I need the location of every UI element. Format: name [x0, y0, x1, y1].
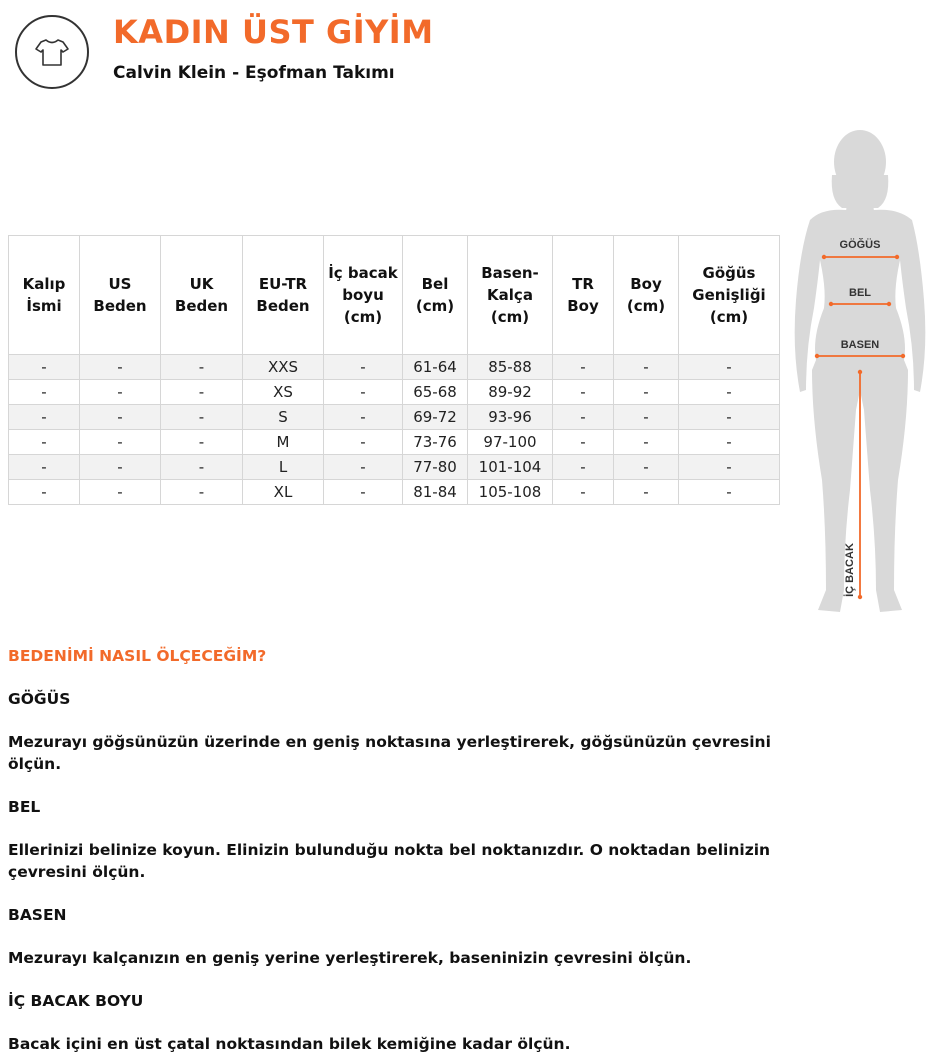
table-cell: 101-104	[468, 455, 553, 480]
table-cell: 77-80	[403, 455, 468, 480]
page-title: KADIN ÜST GİYİM	[113, 13, 434, 51]
table-cell: 97-100	[468, 430, 553, 455]
column-header: EU-TR Beden	[243, 236, 324, 355]
table-cell: 61-64	[403, 355, 468, 380]
table-cell: -	[9, 380, 80, 405]
table-header-row	[9, 236, 780, 355]
table-cell: -	[161, 355, 243, 380]
table-cell: -	[679, 455, 780, 480]
table-cell: 69-72	[403, 405, 468, 430]
section-heading-inseam: İÇ BACAK BOYU	[8, 992, 144, 1010]
table-row	[9, 455, 780, 480]
section-heading-hip: BASEN	[8, 906, 67, 924]
table-cell: -	[614, 455, 679, 480]
column-header: UK Beden	[161, 236, 243, 355]
table-cell: -	[161, 405, 243, 430]
table-row	[9, 405, 780, 430]
table-cell: 81-84	[403, 480, 468, 505]
table-cell: -	[80, 455, 161, 480]
table-cell: XL	[243, 480, 324, 505]
table-cell: -	[9, 455, 80, 480]
column-header: Boy (cm)	[614, 236, 679, 355]
section-text-hip: Mezurayı kalçanızın en geniş yerine yerleştirerek, baseninizin çevresini ölçün.	[8, 949, 692, 967]
table-cell: -	[161, 455, 243, 480]
table-cell: -	[324, 455, 403, 480]
waist-label: BEL	[849, 287, 871, 299]
table-cell: -	[679, 430, 780, 455]
table-cell: 105-108	[468, 480, 553, 505]
table-cell: L	[243, 455, 324, 480]
table-cell: -	[9, 405, 80, 430]
table-cell: -	[161, 380, 243, 405]
table-cell: -	[614, 405, 679, 430]
tshirt-icon	[15, 15, 89, 89]
table-cell: S	[243, 405, 324, 430]
table-row	[9, 480, 780, 505]
table-row	[9, 380, 780, 405]
chest-label: GÖĞÜS	[839, 239, 881, 251]
body-measurement-figure	[790, 120, 935, 625]
hip-label: BASEN	[840, 339, 880, 351]
table-cell: 85-88	[468, 355, 553, 380]
table-cell: -	[80, 405, 161, 430]
table-cell: -	[80, 380, 161, 405]
table-cell: -	[679, 480, 780, 505]
table-cell: XXS	[243, 355, 324, 380]
column-header: Basen-Kalça (cm)	[468, 236, 553, 355]
section-text-chest: Mezurayı göğsünüzün üzerinde en geniş noktasına yerleştirerek, göğsünüzün çevresini ölçün.	[8, 733, 771, 773]
table-cell: 89-92	[468, 380, 553, 405]
table-cell: 73-76	[403, 430, 468, 455]
table-cell: -	[614, 380, 679, 405]
table-cell: -	[614, 430, 679, 455]
inseam-measure-line	[858, 370, 862, 599]
table-cell: -	[614, 355, 679, 380]
column-header: Kalıp İsmi	[9, 236, 80, 355]
table-cell: -	[9, 430, 80, 455]
column-header: Göğüs Genişliği (cm)	[679, 236, 780, 355]
table-cell: -	[9, 480, 80, 505]
table-cell: -	[161, 480, 243, 505]
table-cell: -	[553, 480, 614, 505]
table-cell: -	[553, 455, 614, 480]
section-text-waist: Ellerinizi belinize koyun. Elinizin bulunduğu nokta bel noktanızdır. O noktadan belinizin çevresini ölçün.	[8, 841, 771, 881]
table-cell: -	[324, 380, 403, 405]
table-row	[9, 355, 780, 380]
inseam-label: İÇ BACAK	[844, 543, 856, 597]
column-header: Bel (cm)	[403, 236, 468, 355]
table-cell: XS	[243, 380, 324, 405]
table-cell: -	[614, 480, 679, 505]
table-cell: 93-96	[468, 405, 553, 430]
table-cell: 65-68	[403, 380, 468, 405]
table-cell: -	[553, 355, 614, 380]
table-cell: -	[161, 430, 243, 455]
table-cell: -	[9, 355, 80, 380]
table-cell: -	[679, 380, 780, 405]
table-cell: -	[324, 355, 403, 380]
size-table	[8, 235, 780, 505]
table-cell: -	[679, 355, 780, 380]
table-row	[9, 430, 780, 455]
table-cell: -	[553, 405, 614, 430]
measurement-guide	[8, 645, 808, 1055]
table-cell: -	[324, 480, 403, 505]
column-header: İç bacak boyu (cm)	[324, 236, 403, 355]
table-cell: -	[553, 430, 614, 455]
table-cell: -	[80, 430, 161, 455]
product-subtitle: Calvin Klein - Eşofman Takımı	[113, 63, 395, 83]
table-cell: -	[80, 355, 161, 380]
column-header: TR Boy	[553, 236, 614, 355]
section-text-inseam: Bacak içini en üst çatal noktasından bilek kemiğine kadar ölçün.	[8, 1035, 571, 1053]
section-heading-chest: GÖĞÜS	[8, 690, 71, 708]
table-cell: -	[80, 480, 161, 505]
table-cell: -	[553, 380, 614, 405]
section-heading-waist: BEL	[8, 798, 41, 816]
table-cell: M	[243, 430, 324, 455]
guide-question: BEDENİMİ NASIL ÖLÇECEĞİM?	[8, 647, 267, 665]
column-header: US Beden	[80, 236, 161, 355]
table-cell: -	[679, 405, 780, 430]
table-cell: -	[324, 405, 403, 430]
table-cell: -	[324, 430, 403, 455]
